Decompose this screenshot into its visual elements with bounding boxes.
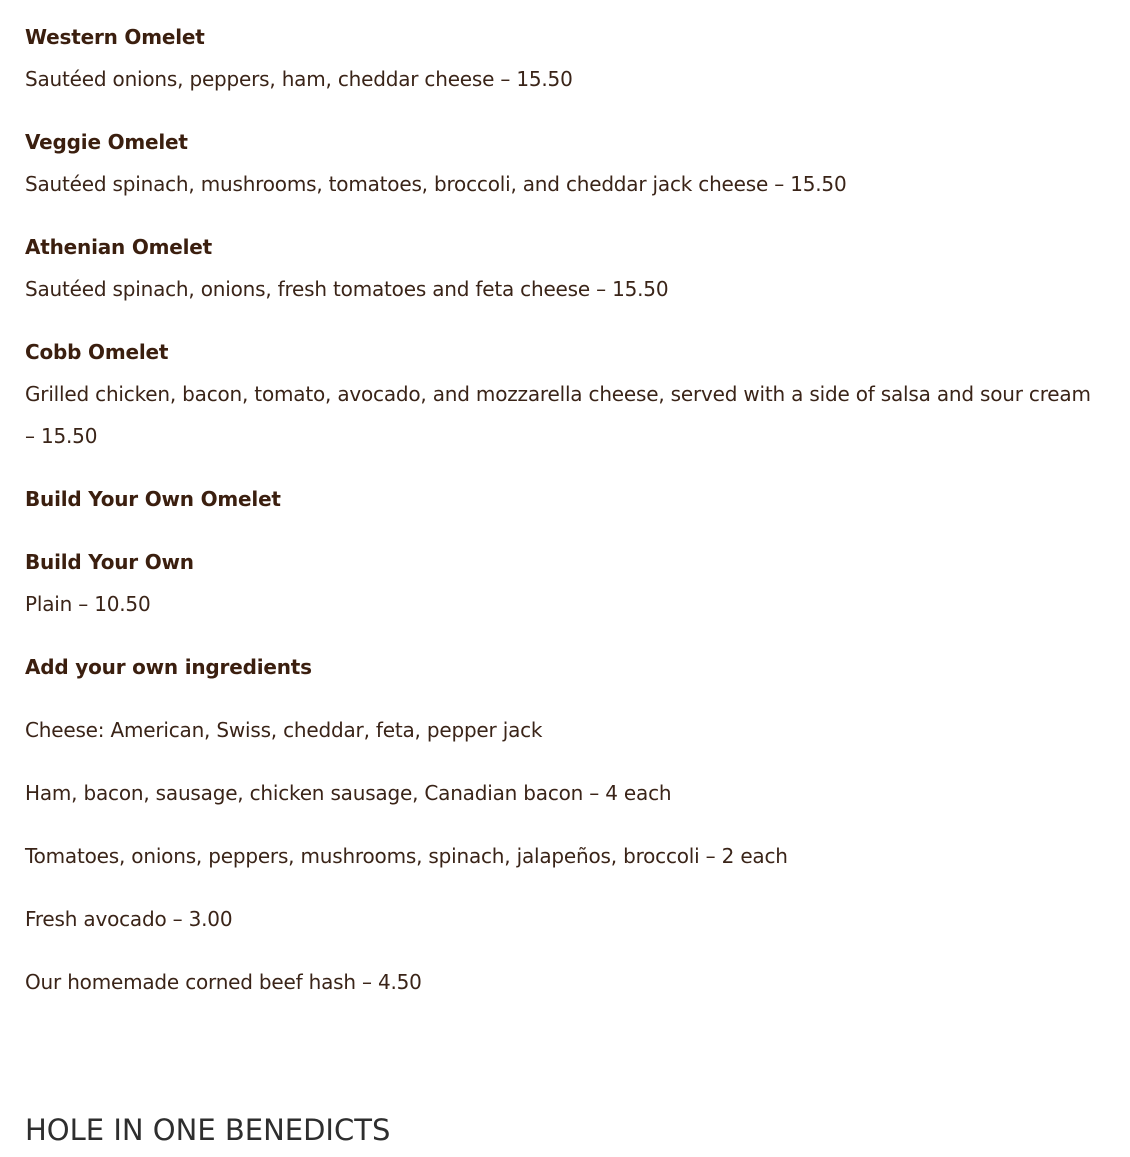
menu-item-name: Western Omelet — [25, 25, 205, 49]
menu-item-name: Build Your Own — [25, 550, 194, 574]
ingredient-line: Tomatoes, onions, peppers, mushrooms, spinach, jalapeños, broccoli – 2 each — [25, 844, 788, 868]
menu-item-description: Grilled chicken, bacon, tomato, avocado, and mozzarella cheese, served with a side of salsa and sour cream – 15.50 — [25, 382, 1091, 448]
section-subheading: Build Your Own Omelet — [25, 487, 281, 511]
section-heading: HOLE IN ONE BENEDICTS — [25, 1113, 391, 1147]
ingredient-line: Cheese: American, Swiss, cheddar, feta, pepper jack — [25, 718, 543, 742]
menu-item-name: Veggie Omelet — [25, 130, 188, 154]
ingredients-heading: Add your own ingredients — [25, 655, 312, 679]
menu-item-name: Cobb Omelet — [25, 340, 169, 364]
ingredient-line: Our homemade corned beef hash – 4.50 — [25, 970, 422, 994]
menu-item-description: Sautéed onions, peppers, ham, cheddar cheese – 15.50 — [25, 67, 573, 91]
ingredient-line: Ham, bacon, sausage, chicken sausage, Canadian bacon – 4 each — [25, 781, 672, 805]
menu-item-description: Sautéed spinach, onions, fresh tomatoes and feta cheese – 15.50 — [25, 277, 669, 301]
menu-item-description: Sautéed spinach, mushrooms, tomatoes, broccoli, and cheddar jack cheese – 15.50 — [25, 172, 847, 196]
menu-item-name: Athenian Omelet — [25, 235, 213, 259]
ingredient-line: Fresh avocado – 3.00 — [25, 907, 233, 931]
menu-item-price: Plain – 10.50 — [25, 592, 151, 616]
